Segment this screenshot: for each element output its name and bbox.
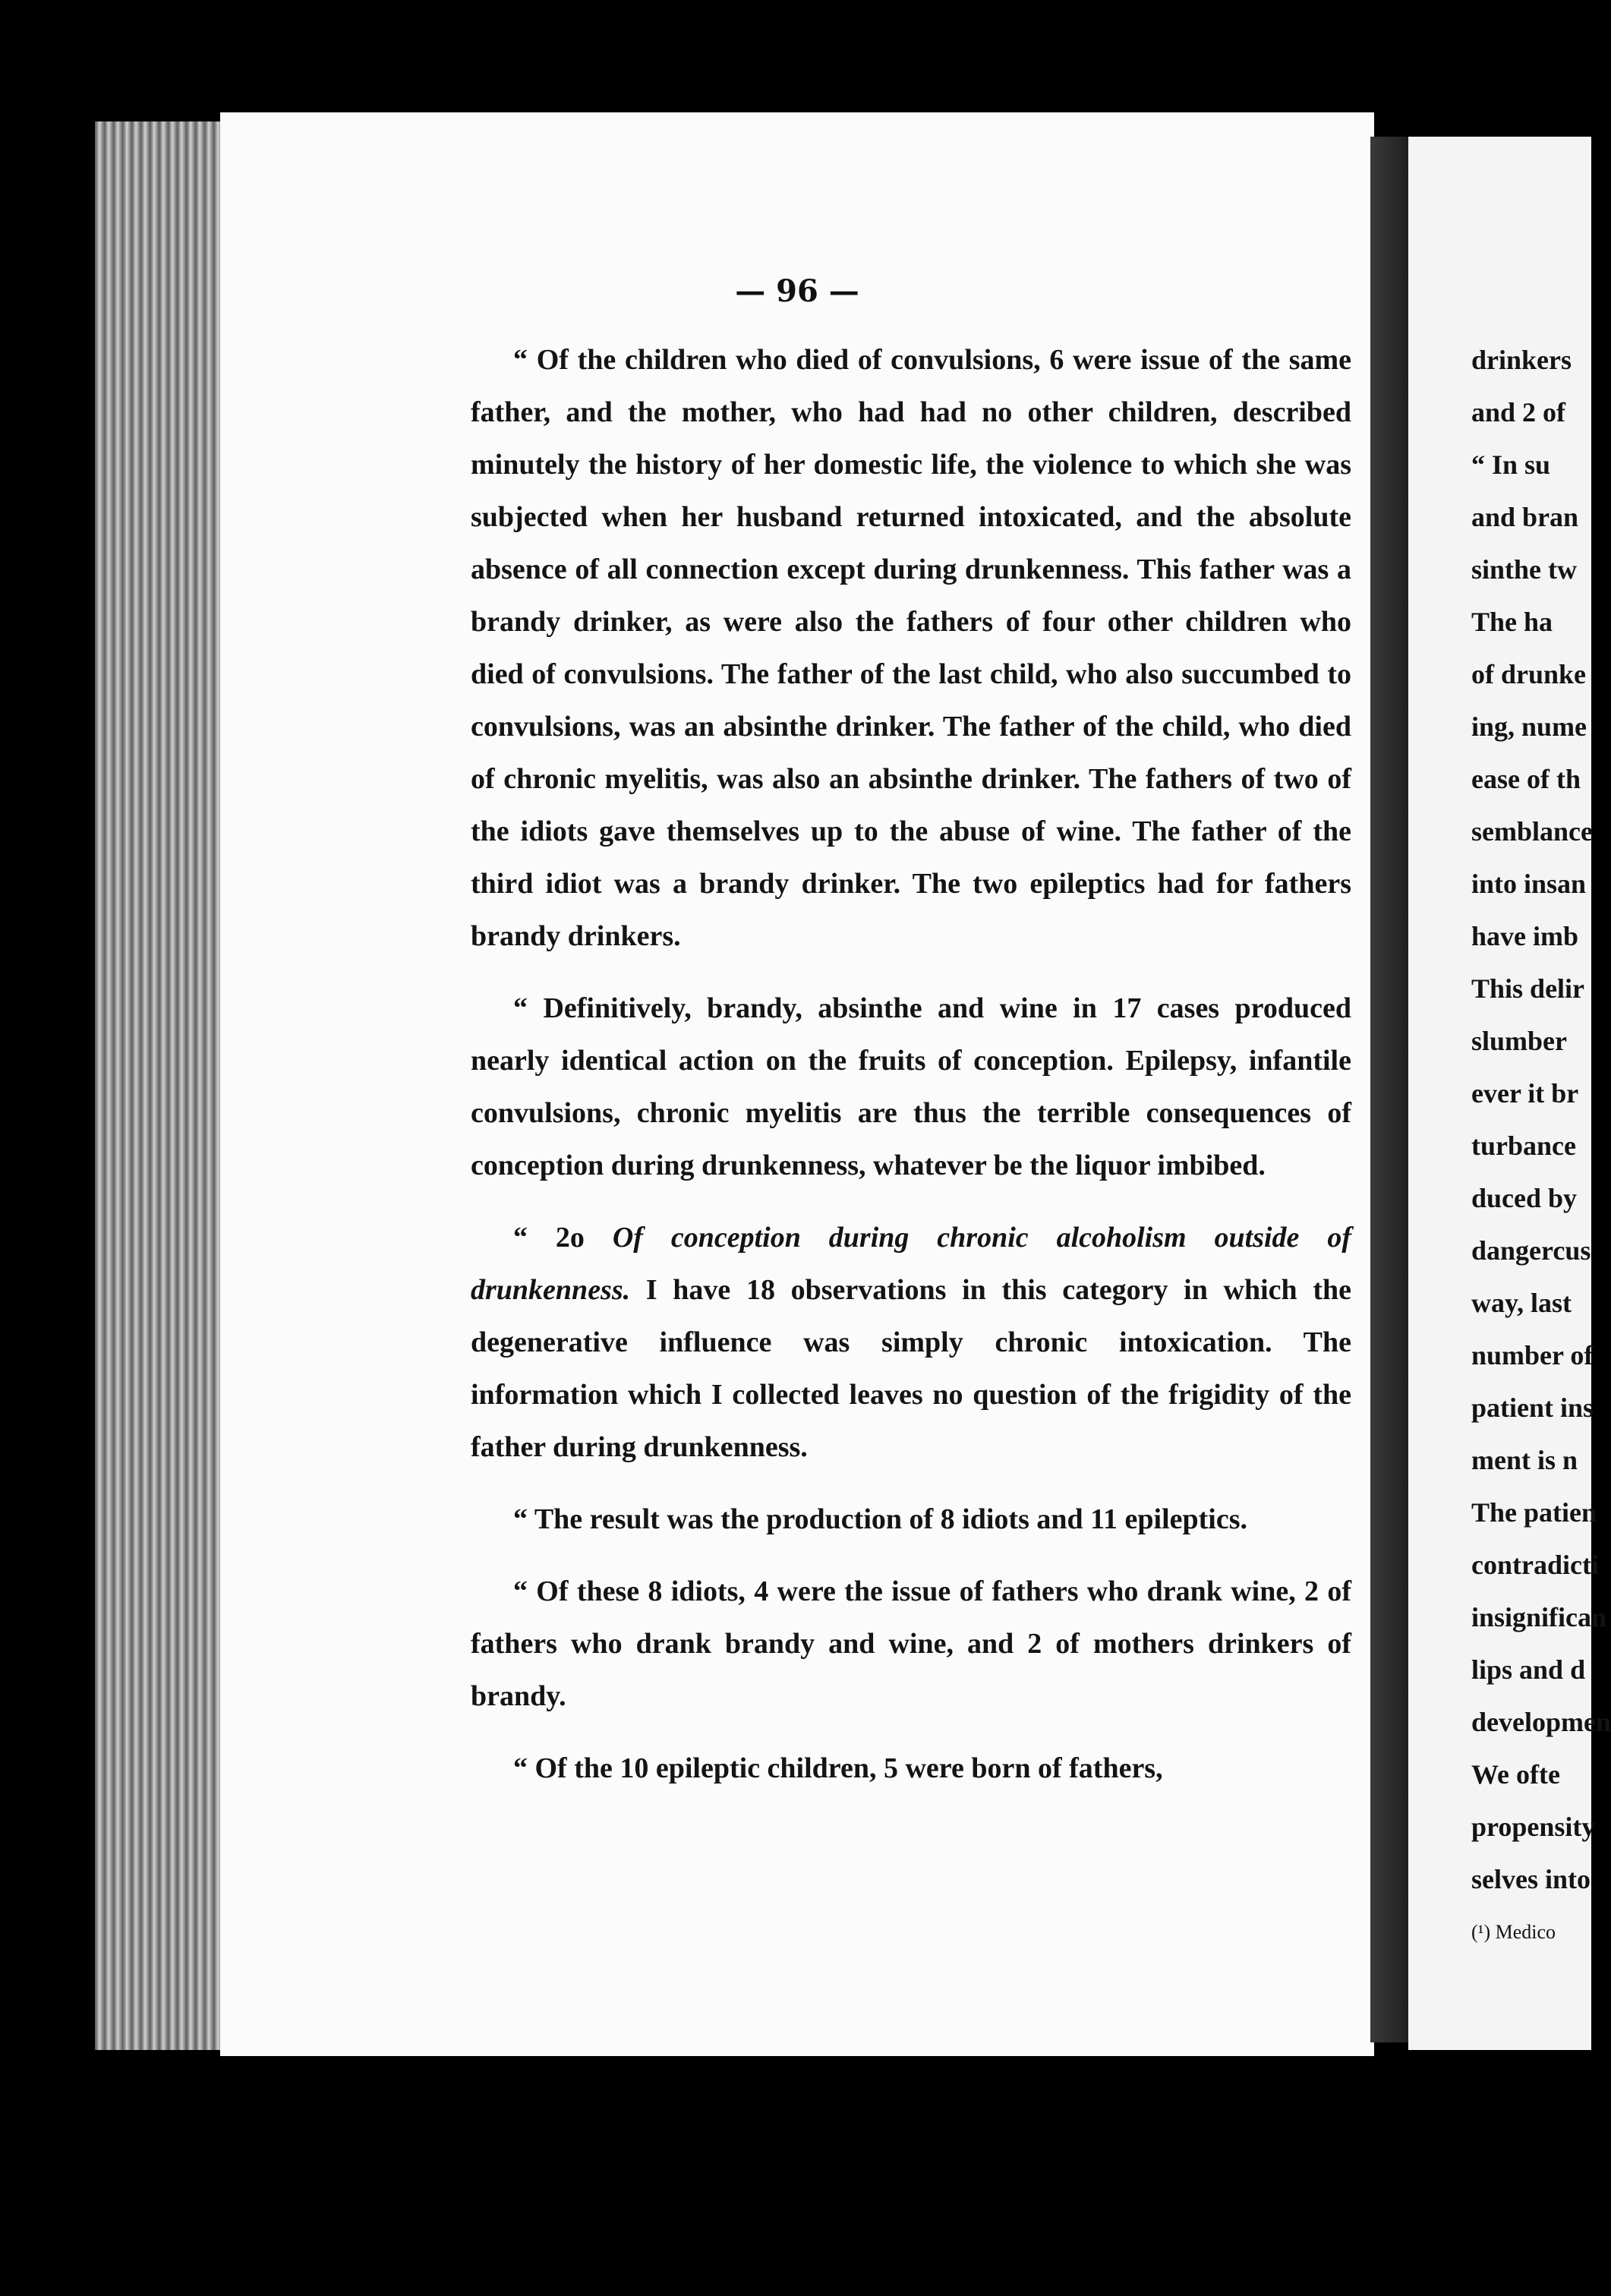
facing-line: into insan <box>1471 869 1587 899</box>
facing-line: The ha <box>1471 607 1553 637</box>
facing-line: drinkers <box>1471 345 1572 375</box>
facing-line: have imb <box>1471 921 1579 951</box>
facing-line: duced by <box>1471 1183 1578 1213</box>
facing-line: developmen <box>1471 1707 1611 1737</box>
facing-line: number of <box>1471 1340 1594 1370</box>
facing-line: lips and d <box>1471 1654 1586 1685</box>
paragraph: “ The result was the production of 8 idiots and 11 epileptics. <box>513 1503 1248 1535</box>
facing-line: “ In su <box>1471 449 1551 480</box>
facing-line: dangercus <box>1471 1235 1591 1266</box>
facing-line: ever it br <box>1471 1078 1579 1109</box>
paragraph: “ Definitively, brandy, absinthe and wine in 17 cases produced nearly identical action on the fruits of conception. Epilepsy, infantile convulsions, chronic myelitis are thus the terrible consequences of conception during drunkenness, whatever be the liquor imbibed. <box>471 992 1351 1181</box>
facing-line: and bran <box>1471 502 1579 532</box>
facing-line: The patien <box>1471 1497 1597 1528</box>
page-body <box>471 334 1351 1815</box>
facing-line: ment is n <box>1471 1445 1578 1475</box>
facing-page-text <box>1471 334 1611 1958</box>
facing-line: and 2 of <box>1471 397 1566 427</box>
paragraph <box>471 1212 1351 1474</box>
facing-line: semblance <box>1471 816 1593 847</box>
section-title: Of conception during chronic alcoholism outside of drunkenness. <box>471 1222 1351 1306</box>
paragraph: “ Of the 10 epileptic children, 5 were born of fathers, <box>513 1752 1163 1784</box>
facing-line: sinthe tw <box>1471 554 1578 585</box>
facing-line: ease of th <box>1471 764 1581 794</box>
facing-line: way, last <box>1471 1288 1572 1318</box>
paragraph-text: I have 18 observations in this category in which the degenerative influence was simply chronic intoxication. The information which I collected leaves no question of the frigidity of the father during drunkenness. <box>471 1274 1351 1463</box>
section-prefix: “ 2o <box>513 1222 613 1254</box>
facing-line: contradicti <box>1471 1550 1599 1580</box>
facing-line: patient ins <box>1471 1392 1594 1423</box>
facing-line: insignifican <box>1471 1602 1607 1632</box>
page-edge-stack <box>95 121 232 2050</box>
facing-line: ing, nume <box>1471 711 1587 742</box>
facing-line: slumber <box>1471 1026 1567 1056</box>
paragraph: “ Of these 8 idiots, 4 were the issue of fathers who drank wine, 2 of fathers who drank brandy and wine, and 2 of mothers drinkers of brandy. <box>471 1575 1351 1712</box>
facing-line: turbance <box>1471 1131 1576 1161</box>
facing-line: This delir <box>1471 973 1585 1004</box>
paragraph: “ Of the children who died of convulsions, 6 were issue of the same father, and the mother, who had had no other children, described minutely the history of her domestic life, the violence to which she was subjected when her husband returned intoxicated, and the absolute absence of all connection except during drunkenness. This father was a brandy drinker, as were also the fathers of four other children who died of convulsions. The father of the last child, who also succumbed to convulsions, was an absinthe drinker. The father of the child, who died of chronic myelitis, was also an absinthe drinker. The fathers of two of the idiots gave themselves up to the abuse of wine. The father of the third idiot was a brandy drinker. The two epileptics had for fathers brandy drinkers. <box>471 344 1351 952</box>
facing-footnote: (¹) Medico <box>1471 1921 1556 1943</box>
facing-line: propensity <box>1471 1812 1596 1842</box>
facing-line: We ofte <box>1471 1759 1560 1790</box>
facing-line: selves into <box>1471 1864 1591 1894</box>
facing-line: of drunke <box>1471 659 1587 689</box>
page-number: — 96 — <box>735 273 859 309</box>
